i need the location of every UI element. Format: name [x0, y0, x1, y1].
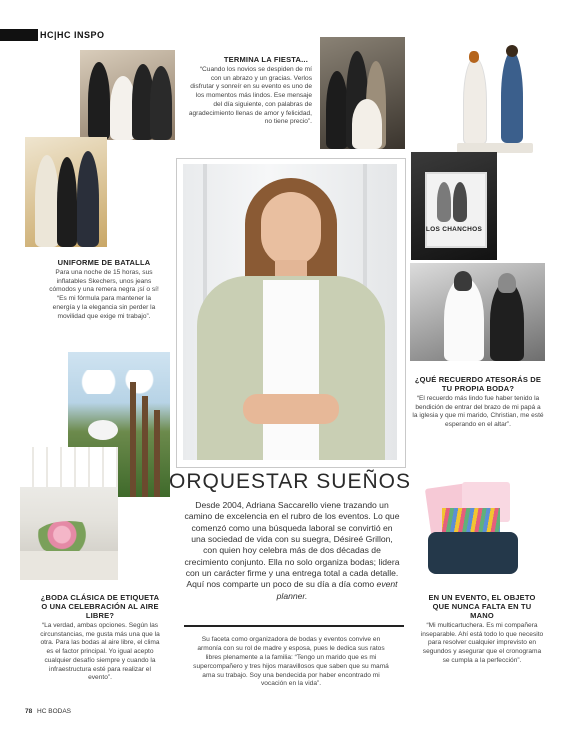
photo-los-chanchos [411, 152, 497, 260]
intro-text: Desde 2004, Adriana Saccarello viene trazando un camino de excelencia en el rubro de los eventos. Lo que comenzó como una búsqueda laboral se convirtió en una sociedad de vida con su suegra, Désireé Grillon, con quien hoy celebra más de dos décadas de crecimiento conjunto. Ella no solo organiza bodas; lidera con un carácter firme y una entrega total a cada detalle. Aquí nos comparte un poco de su día a día como [184, 500, 400, 590]
caption-boda-text: “La verdad, ambas opciones. Según las circunstancias, me gusta más una que la otra. Para las bodas al aire libre, el clima es el factor principal. Yo igual acepto cualquier desafío siempre y cuando la infraestructura esté para realizar el evento”. [40, 622, 160, 682]
caption-boda [38, 593, 162, 683]
photo-tent-reception [20, 447, 118, 580]
caption-recuerdo-title: ¿QUÉ RECUERDO ATESORÁS DE TU PROPIA BODA? [414, 375, 542, 393]
sign-los-chanchos: LOS CHANCHOS [425, 226, 483, 233]
photo-bride-with-father [410, 263, 545, 361]
caption-recuerdo [412, 375, 544, 430]
photo-team-with-bride [80, 50, 175, 140]
caption-termina [188, 55, 312, 127]
intro-emphasis: event planner. [276, 579, 398, 601]
caption-objeto [420, 593, 544, 666]
caption-boda-title: ¿BODA CLÁSICA DE ETIQUETA O UNA CELEBRACIÓN AL AIRE LIBRE? [40, 593, 160, 620]
caption-termina-title: TERMINA LA FIESTA... [223, 55, 308, 64]
caption-termina-text: “Cuando los novios se despiden de mí con un abrazo y un gracias. Verlos disfrutar y sonreír en su evento es uno de los momentos más lindos. Ese mensaje del día siguiente, con palabras de agradecimiento llenas de amor y felicidad, no tiene precio”. [188, 66, 312, 126]
photo-pencil-case [420, 478, 522, 582]
page-number: 78 [25, 708, 33, 715]
divider [184, 625, 404, 627]
caption-objeto-title: EN UN EVENTO, EL OBJETO QUE NUNCA FALTA EN TU MANO [428, 593, 536, 620]
photo-cake-toppers [443, 37, 541, 162]
photo-group-celebration [320, 37, 405, 149]
caption-recuerdo-text: “El recuerdo más lindo fue haber tenido la bendición de entrar del brazo de mi papá a la iglesia y que mi marido, Christian, me esté esperando en el altar”. [412, 395, 544, 429]
section-tag-bar [0, 29, 38, 41]
caption-uniforme [48, 258, 160, 321]
intro-paragraph [184, 500, 400, 602]
section-tag-text: HC|HC INSPO [40, 30, 105, 40]
photo-wedding-party [25, 137, 107, 247]
magazine-name: HC BODAS [37, 708, 71, 715]
section-tag [0, 29, 105, 41]
footer [25, 708, 71, 715]
portrait-adriana [183, 164, 397, 460]
caption-objeto-text: “Mi multicartuchera. Es mi compañera inseparable. Ahí está todo lo que necesito para resolver cualquier imprevisto en segundos y asegurar que el cronograma se cumpla a la perfección”. [420, 622, 544, 664]
subtext: Su faceta como organizadora de bodas y eventos convive en armonía con su rol de madre y esposa, pues le dedica sus ratos libres plenamente a la familia: “Tengo un marido que es mi supercompañero y tres hijos maravillosos que saben que su mamá ama su trabajo. Soy una bendecida por haber encontrado mi vocación en la vida”. [193, 636, 389, 688]
headline: ORQUESTAR SUEÑOS [169, 470, 411, 493]
caption-uniforme-text: Para una noche de 15 horas, sus inflatables Skechers, unos jeans cómodos y una remera negra ¡sí o sí! “Es mi fórmula para mantener la energía y la elegancia sin perder la movilidad que exige mi trabajo”. [49, 269, 159, 320]
caption-uniforme-title: UNIFORME DE BATALLA [57, 258, 151, 267]
